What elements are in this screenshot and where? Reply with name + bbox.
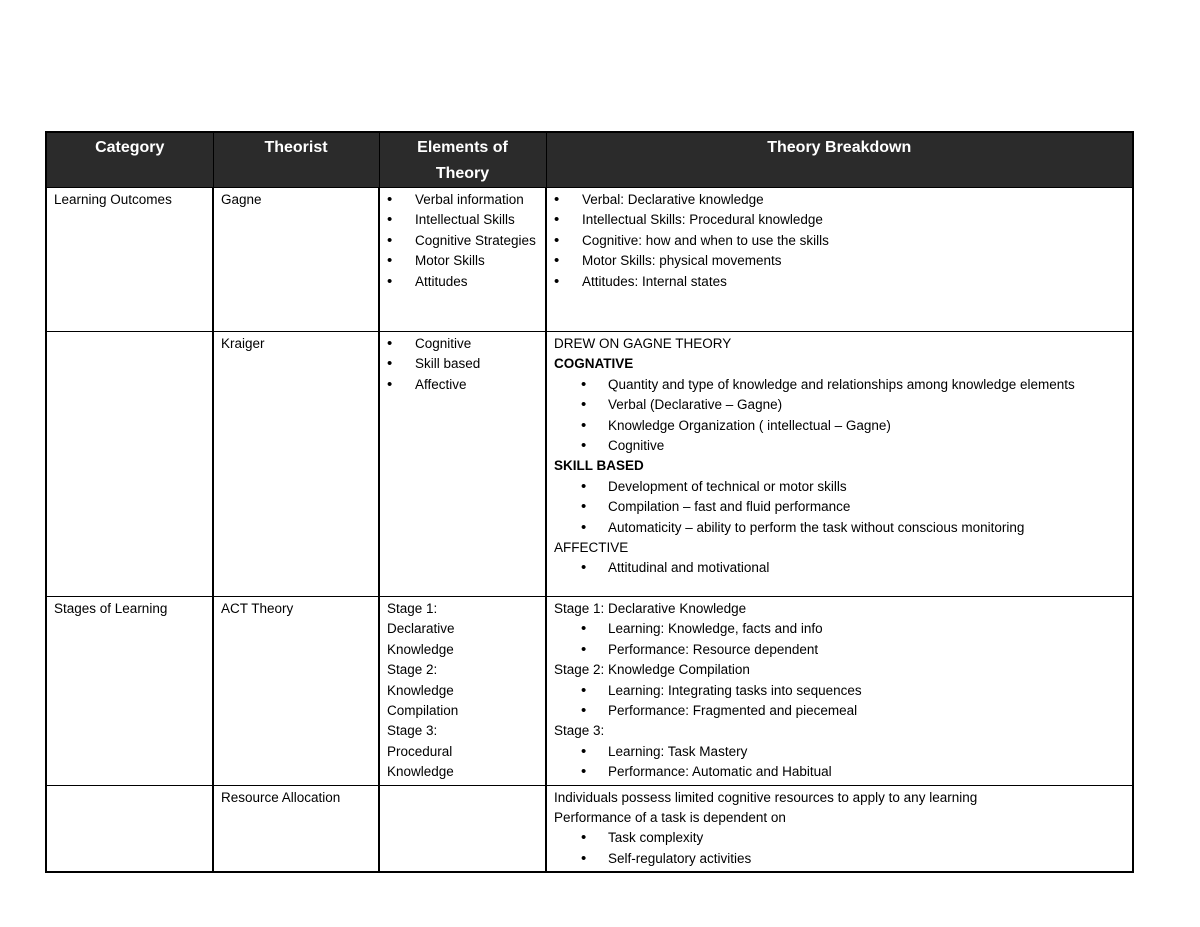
header-breakdown: Theory Breakdown [546, 132, 1133, 188]
cell-theorist: ACT Theory [213, 597, 379, 786]
list-item: • Skill based [387, 354, 538, 374]
list-item: • Attitudes: Internal states [554, 272, 1125, 292]
section-list [554, 477, 1125, 538]
stage-line: Knowledge [387, 641, 454, 657]
stage-line: Procedural [387, 743, 453, 759]
section-heading: AFFECTIVE [554, 540, 629, 556]
list-item: • Learning: Knowledge, facts and info [554, 619, 1125, 639]
list-item: • Motor Skills [387, 251, 538, 271]
cell-breakdown [546, 785, 1133, 872]
header-elements: Elements of Theory [379, 132, 546, 188]
list-item: • Development of technical or motor skills [554, 477, 1125, 497]
list-item: • Compilation – fast and fluid performance [554, 497, 1125, 517]
list-item: • Intellectual Skills: Procedural knowledge [554, 210, 1125, 230]
list-item: • Task complexity [554, 828, 1125, 848]
cell-elements [379, 188, 546, 332]
list-item: • Self-regulatory activities [554, 849, 1125, 869]
list-item: • Verbal (Declarative – Gagne) [554, 395, 1125, 415]
list-item: • Performance: Resource dependent [554, 640, 1125, 660]
cell-category [46, 332, 213, 597]
cell-theorist: Kraiger [213, 332, 379, 597]
breakdown-list [554, 190, 1125, 292]
list-item: • Cognitive: how and when to use the skills [554, 231, 1125, 251]
stage-line: Knowledge [387, 764, 454, 780]
breakdown-intro: DREW ON GAGNE THEORY [554, 336, 732, 351]
breakdown-line: Performance of a task is dependent on [554, 810, 786, 826]
list-item: • Attitudinal and motivational [554, 558, 1125, 578]
cell-category [46, 785, 213, 872]
cell-elements [379, 332, 546, 597]
cell-category: Stages of Learning [46, 597, 213, 786]
cell-breakdown [546, 597, 1133, 786]
list-item: • Cognitive Strategies [387, 231, 538, 251]
table-row [46, 597, 1133, 786]
stage-line: Compilation [387, 703, 459, 719]
breakdown-list [554, 828, 1125, 869]
list-item: • Attitudes [387, 272, 538, 292]
stage-list [554, 681, 1125, 722]
header-row [46, 132, 1133, 188]
elements-list [387, 334, 538, 395]
table-row [46, 188, 1133, 332]
section-list [554, 558, 1125, 578]
cell-elements [379, 785, 546, 872]
cell-breakdown [546, 332, 1133, 597]
stage-line: Stage 3: [387, 723, 438, 739]
list-item: • Affective [387, 375, 538, 395]
theory-table-container [45, 131, 1132, 873]
list-item: • Learning: Task Mastery [554, 742, 1125, 762]
cell-theorist: Resource Allocation [213, 785, 379, 872]
stage-heading: Stage 1: Declarative Knowledge [554, 601, 747, 616]
list-item: • Motor Skills: physical movements [554, 251, 1125, 271]
cell-category: Learning Outcomes [46, 188, 213, 332]
list-item: • Verbal: Declarative knowledge [554, 190, 1125, 210]
section-heading: SKILL BASED [554, 458, 644, 474]
section-heading: COGNATIVE [554, 356, 634, 372]
list-item: • Cognitive [387, 334, 538, 354]
stage-line: Declarative [387, 621, 455, 637]
elements-list [387, 190, 538, 292]
stage-line: Stage 2: [387, 662, 438, 678]
header-theorist: Theorist [213, 132, 379, 188]
stage-heading: Stage 3: [554, 723, 605, 739]
list-item: • Quantity and type of knowledge and relationships among knowledge elements [554, 375, 1125, 395]
list-item: • Performance: Fragmented and piecemeal [554, 701, 1125, 721]
list-item: • Learning: Integrating tasks into sequences [554, 681, 1125, 701]
list-item: • Intellectual Skills [387, 210, 538, 230]
list-item: • Automaticity – ability to perform the task without conscious monitoring [554, 518, 1125, 538]
stage-list [554, 742, 1125, 783]
stage-line: Stage 1: [387, 601, 438, 616]
cell-theorist: Gagne [213, 188, 379, 332]
list-item: • Performance: Automatic and Habitual [554, 762, 1125, 782]
cell-breakdown [546, 188, 1133, 332]
list-item: • Cognitive [554, 436, 1125, 456]
header-category: Category [46, 132, 213, 188]
stage-list [554, 619, 1125, 660]
stage-heading: Stage 2: Knowledge Compilation [554, 662, 750, 678]
theory-table [45, 131, 1134, 873]
list-item: • Verbal information [387, 190, 538, 210]
cell-elements [379, 597, 546, 786]
stage-line: Knowledge [387, 682, 454, 698]
list-item: • Knowledge Organization ( intellectual – Gagne) [554, 416, 1125, 436]
table-row [46, 785, 1133, 872]
breakdown-line: Individuals possess limited cognitive resources to apply to any learning [554, 789, 978, 805]
table-row [46, 332, 1133, 597]
section-list [554, 375, 1125, 457]
